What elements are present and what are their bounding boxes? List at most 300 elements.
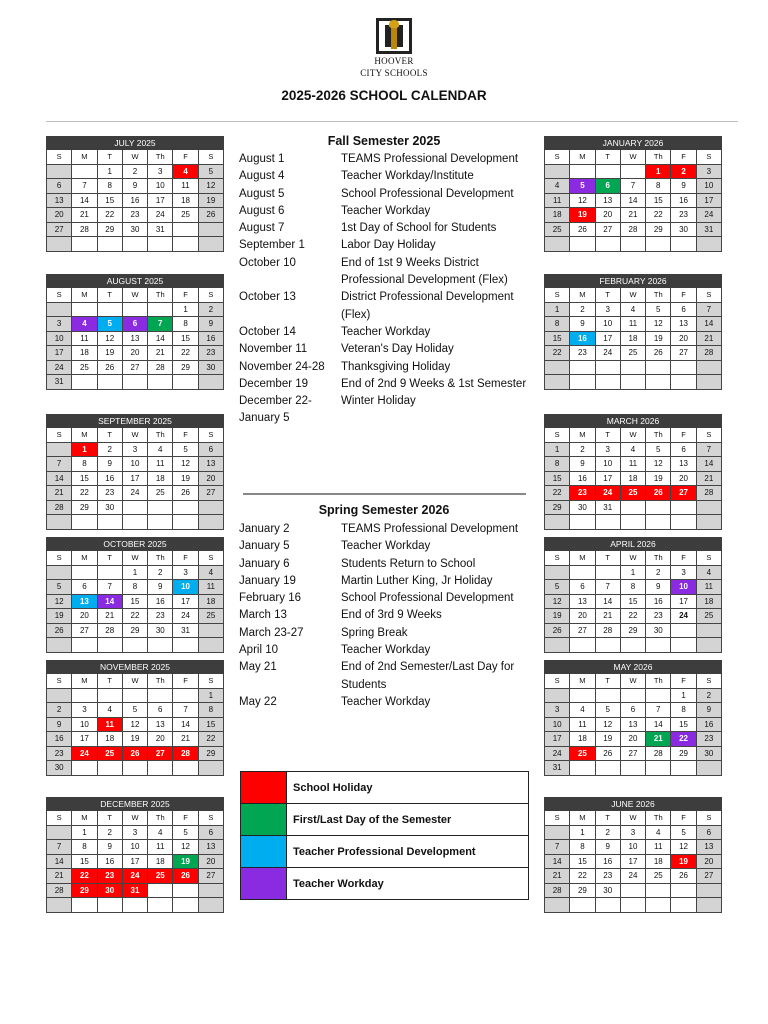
calendar-day: 10 [671, 580, 696, 595]
weekday-header: S [198, 674, 223, 689]
calendar-empty-cell [646, 515, 671, 530]
event-date: January 2 [239, 523, 290, 535]
weekday-header: W [122, 551, 147, 566]
weekday-header: S [198, 428, 223, 443]
calendar-day: 18 [545, 208, 570, 223]
calendar-day: 8 [545, 457, 570, 472]
calendar-empty-cell [646, 500, 671, 515]
calendar-empty-cell [198, 237, 223, 252]
event-date: October 13 [239, 291, 296, 304]
calendar-empty-cell [671, 500, 696, 515]
weekday-header: F [173, 674, 198, 689]
calendar-empty-cell [570, 761, 595, 776]
calendar-day: 12 [671, 840, 696, 855]
weekday-header: M [570, 288, 595, 303]
calendar-empty-cell [545, 688, 570, 703]
event-row [239, 289, 533, 324]
calendar-day: 17 [545, 732, 570, 747]
weekday-header: M [570, 551, 595, 566]
event-row [239, 203, 533, 220]
calendar-day: 22 [671, 732, 696, 747]
legend-item [241, 804, 529, 836]
calendar-day: 14 [97, 594, 122, 609]
calendar-day: 28 [595, 623, 620, 638]
weekday-header: S [545, 674, 570, 689]
calendar-day: 3 [122, 442, 147, 457]
calendar-empty-cell [671, 360, 696, 375]
calendar-day: 10 [173, 580, 198, 595]
calendar-day: 4 [696, 565, 721, 580]
calendar-day: 21 [696, 471, 721, 486]
weekday-header: S [47, 811, 72, 826]
calendar-day: 30 [97, 500, 122, 515]
event-row [239, 237, 533, 254]
calendar-empty-cell [545, 164, 570, 179]
calendar-empty-cell [72, 688, 97, 703]
calendar-day: 26 [595, 746, 620, 761]
calendar-empty-cell [198, 898, 223, 913]
calendar-day: 5 [97, 317, 122, 332]
event-description: School Professional Development [341, 187, 514, 200]
calendar-day: 15 [198, 717, 223, 732]
calendar-day: 5 [646, 442, 671, 457]
calendar-empty-cell [122, 302, 147, 317]
event-date: August 4 [239, 170, 285, 183]
calendar-day: 8 [545, 317, 570, 332]
legend-label: Teacher Workday [287, 868, 529, 900]
calendar-day: 15 [671, 717, 696, 732]
calendar-day: 20 [671, 471, 696, 486]
calendar-empty-cell [47, 442, 72, 457]
calendar-day: 22 [545, 486, 570, 501]
calendar-empty-cell [198, 883, 223, 898]
legend-label: First/Last Day of the Semester [287, 804, 529, 836]
event-description: Labor Day Holiday [341, 239, 436, 252]
event-row [239, 659, 533, 694]
calendar-day: 3 [545, 703, 570, 718]
calendar-day: 1 [97, 164, 122, 179]
calendar-day: 12 [595, 717, 620, 732]
weekday-header: S [47, 150, 72, 165]
calendar-empty-cell [97, 688, 122, 703]
spring-semester-title: Spring Semester 2026 [318, 503, 450, 517]
logo-line1: HOOVER [374, 56, 414, 66]
logo-line2: CITY SCHOOLS [360, 68, 428, 78]
calendar-day: 2 [570, 442, 595, 457]
calendar-empty-cell [696, 360, 721, 375]
calendar-empty-cell [47, 638, 72, 653]
calendar-day: 2 [671, 164, 696, 179]
calendar-empty-cell [696, 623, 721, 638]
calendar-day: 21 [148, 346, 173, 361]
calendar-empty-cell [671, 898, 696, 913]
calendar-day: 3 [595, 442, 620, 457]
weekday-header: M [72, 674, 97, 689]
calendar-day: 5 [122, 703, 147, 718]
calendar-day: 29 [97, 222, 122, 237]
calendar-day: 21 [696, 331, 721, 346]
calendar-day: 23 [122, 208, 147, 223]
calendar-day: 6 [671, 302, 696, 317]
calendar-day: 10 [47, 331, 72, 346]
event-row [239, 642, 533, 659]
weekday-header: F [671, 428, 696, 443]
calendar-day: 28 [47, 883, 72, 898]
calendar-day: 21 [47, 486, 72, 501]
calendar-day: 23 [198, 346, 223, 361]
calendar-day: 30 [646, 623, 671, 638]
event-row [239, 573, 533, 590]
calendar-day: 3 [72, 703, 97, 718]
calendar-day: 8 [173, 317, 198, 332]
calendar-empty-cell [148, 500, 173, 515]
weekday-header: S [47, 428, 72, 443]
calendar-day: 20 [570, 609, 595, 624]
calendar-empty-cell [696, 237, 721, 252]
event-description: Teacher Workday/Institute [341, 170, 474, 183]
calendar-day: 17 [47, 346, 72, 361]
calendar-day: 2 [595, 825, 620, 840]
calendar-day: 22 [72, 486, 97, 501]
calendar-empty-cell [47, 164, 72, 179]
calendar-empty-cell [148, 688, 173, 703]
calendar-empty-cell [148, 761, 173, 776]
weekday-header: W [122, 811, 147, 826]
calendar-empty-cell [595, 761, 620, 776]
month-name: JUNE 2026 [545, 798, 722, 811]
calendar-empty-cell [646, 688, 671, 703]
calendar-day: 4 [148, 442, 173, 457]
calendar-day: 5 [47, 580, 72, 595]
calendar-day: 10 [545, 717, 570, 732]
calendar-day: 4 [620, 442, 645, 457]
calendar-day: 1 [671, 688, 696, 703]
calendar-empty-cell [646, 638, 671, 653]
calendar-day: 19 [198, 193, 223, 208]
calendar-day: 21 [173, 732, 198, 747]
weekday-header: F [173, 551, 198, 566]
calendar-day: 11 [173, 179, 198, 194]
event-date: September 1 [239, 239, 305, 252]
weekday-header: S [545, 551, 570, 566]
calendar-empty-cell [570, 360, 595, 375]
calendar-day: 12 [646, 317, 671, 332]
calendar-day: 17 [173, 594, 198, 609]
weekday-header: S [696, 811, 721, 826]
calendar-day: 6 [198, 442, 223, 457]
month-calendar [544, 414, 722, 530]
calendar-empty-cell [595, 237, 620, 252]
calendar-empty-cell [148, 302, 173, 317]
month-calendar [544, 797, 722, 913]
event-row [239, 220, 533, 237]
calendar-empty-cell [646, 375, 671, 390]
calendar-day: 15 [122, 594, 147, 609]
calendar-day: 8 [72, 457, 97, 472]
legend-swatch [241, 868, 287, 900]
calendar-day: 6 [696, 825, 721, 840]
calendar-day: 21 [646, 732, 671, 747]
calendar-empty-cell [173, 237, 198, 252]
calendar-day: 1 [72, 442, 97, 457]
calendar-day: 14 [47, 471, 72, 486]
calendar-day: 16 [595, 854, 620, 869]
calendar-empty-cell [696, 883, 721, 898]
calendar-day: 9 [148, 580, 173, 595]
calendar-empty-cell [671, 237, 696, 252]
calendar-day: 17 [72, 732, 97, 747]
calendar-day: 11 [696, 580, 721, 595]
calendar-day: 16 [97, 854, 122, 869]
calendar-empty-cell [97, 237, 122, 252]
calendar-day: 13 [696, 840, 721, 855]
calendar-empty-cell [570, 164, 595, 179]
calendar-day: 14 [646, 717, 671, 732]
calendar-day: 26 [173, 869, 198, 884]
calendar-day: 20 [72, 609, 97, 624]
calendar-day: 30 [595, 883, 620, 898]
event-description: TEAMS Professional Development [341, 153, 519, 165]
calendar-day: 15 [620, 594, 645, 609]
calendar-day: 15 [646, 193, 671, 208]
event-description: Spring Break [341, 626, 408, 639]
calendar-day: 7 [620, 179, 645, 194]
calendar-day: 26 [570, 222, 595, 237]
calendar-day: 3 [173, 565, 198, 580]
calendar-empty-cell [72, 761, 97, 776]
calendar-day: 4 [570, 703, 595, 718]
weekday-header: T [97, 551, 122, 566]
calendar-day: 28 [696, 346, 721, 361]
calendar-day: 26 [97, 360, 122, 375]
calendar-day: 28 [148, 360, 173, 375]
calendar-empty-cell [198, 222, 223, 237]
calendar-day: 17 [122, 854, 147, 869]
event-date: November 11 [239, 343, 308, 356]
calendar-day: 1 [198, 688, 223, 703]
calendar-empty-cell [173, 761, 198, 776]
calendar-day: 12 [173, 840, 198, 855]
calendar-empty-cell [173, 638, 198, 653]
event-description: Teacher Workday [341, 695, 431, 708]
calendar-day: 22 [122, 609, 147, 624]
calendar-day: 18 [72, 346, 97, 361]
calendar-day: 18 [696, 594, 721, 609]
month-name: AUGUST 2025 [47, 275, 224, 288]
calendar-empty-cell [696, 638, 721, 653]
weekday-header: S [47, 288, 72, 303]
calendar-day: 6 [122, 317, 147, 332]
calendar-day: 11 [620, 457, 645, 472]
calendar-empty-cell [545, 565, 570, 580]
calendar-day: 7 [696, 442, 721, 457]
calendar-day: 18 [198, 594, 223, 609]
calendar-day: 6 [570, 580, 595, 595]
calendar-empty-cell [646, 237, 671, 252]
calendar-day: 6 [595, 179, 620, 194]
weekday-header: W [122, 288, 147, 303]
calendar-day: 27 [696, 869, 721, 884]
calendar-day: 2 [570, 302, 595, 317]
month-name: FEBRUARY 2026 [545, 275, 722, 288]
event-description: Teacher Workday [341, 204, 431, 217]
calendar-day: 29 [122, 623, 147, 638]
calendar-day: 1 [122, 565, 147, 580]
calendar-day: 13 [47, 193, 72, 208]
calendar-day: 22 [72, 869, 97, 884]
weekday-header: T [595, 288, 620, 303]
event-date: January 6 [239, 557, 290, 570]
calendar-day: 19 [646, 331, 671, 346]
event-row [239, 590, 533, 607]
month-calendar [46, 136, 224, 252]
calendar-day: 1 [72, 825, 97, 840]
calendar-day: 27 [620, 746, 645, 761]
calendar-day: 17 [595, 331, 620, 346]
calendar-day: 5 [646, 302, 671, 317]
calendar-day: 25 [97, 746, 122, 761]
event-description: Teacher Workday [341, 644, 431, 657]
calendar-empty-cell [671, 883, 696, 898]
calendar-day: 23 [646, 609, 671, 624]
weekday-header: M [72, 288, 97, 303]
calendar-day: 9 [570, 317, 595, 332]
calendar-day: 27 [570, 623, 595, 638]
calendar-day: 21 [545, 869, 570, 884]
weekday-header: Th [148, 551, 173, 566]
weekday-header: W [122, 674, 147, 689]
calendar-day: 30 [122, 222, 147, 237]
weekday-header: Th [646, 674, 671, 689]
month-name: OCTOBER 2025 [47, 538, 224, 551]
calendar-day: 27 [198, 486, 223, 501]
calendar-empty-cell [148, 375, 173, 390]
weekday-header: S [696, 674, 721, 689]
calendar-empty-cell [671, 515, 696, 530]
calendar-day: 12 [173, 457, 198, 472]
month-name: JULY 2025 [47, 137, 224, 150]
month-name: MAY 2026 [545, 661, 722, 674]
event-description: Winter Holiday [341, 395, 416, 408]
event-row [239, 538, 533, 555]
calendar-day: 7 [47, 457, 72, 472]
calendar-day: 13 [72, 594, 97, 609]
calendar-day: 17 [148, 193, 173, 208]
calendar-day: 7 [148, 317, 173, 332]
calendar-day: 28 [97, 623, 122, 638]
calendar-day: 20 [198, 854, 223, 869]
weekday-header: W [620, 288, 645, 303]
event-row [239, 255, 533, 290]
calendar-day: 4 [545, 179, 570, 194]
event-description: Teacher Workday [341, 540, 431, 553]
event-date: October 10 [239, 256, 296, 269]
calendar-day: 7 [47, 840, 72, 855]
calendar-day: 18 [646, 854, 671, 869]
calendar-day: 22 [570, 869, 595, 884]
calendar-day: 9 [97, 840, 122, 855]
calendar-day: 24 [696, 208, 721, 223]
legend-item [241, 772, 529, 804]
calendar-day: 15 [570, 854, 595, 869]
calendar-empty-cell [620, 898, 645, 913]
weekday-header: T [595, 674, 620, 689]
calendar-day: 9 [122, 179, 147, 194]
calendar-day: 25 [173, 208, 198, 223]
calendar-empty-cell [122, 898, 147, 913]
event-date: November 24-28 [239, 360, 325, 373]
calendar-day: 28 [545, 883, 570, 898]
event-row [239, 521, 533, 538]
calendar-empty-cell [570, 565, 595, 580]
calendar-day: 22 [545, 346, 570, 361]
calendar-day: 20 [198, 471, 223, 486]
calendar-day: 2 [47, 703, 72, 718]
calendar-day: 23 [97, 486, 122, 501]
calendar-empty-cell [198, 500, 223, 515]
calendar-day: 14 [696, 457, 721, 472]
weekday-header: T [595, 551, 620, 566]
calendar-day: 11 [148, 457, 173, 472]
calendar-day: 6 [671, 442, 696, 457]
calendar-day: 15 [545, 471, 570, 486]
calendar-day: 21 [72, 208, 97, 223]
calendar-day: 19 [97, 346, 122, 361]
calendar-day: 15 [97, 193, 122, 208]
weekday-header: Th [646, 551, 671, 566]
calendar-empty-cell [173, 500, 198, 515]
calendar-day: 16 [570, 331, 595, 346]
calendar-day: 20 [620, 732, 645, 747]
calendar-day: 19 [595, 732, 620, 747]
calendar-day: 22 [198, 732, 223, 747]
calendar-day: 11 [148, 840, 173, 855]
calendar-day: 3 [696, 164, 721, 179]
weekday-header: Th [646, 288, 671, 303]
month-calendar [46, 274, 224, 390]
calendar-day: 27 [595, 222, 620, 237]
calendar-day: 31 [122, 883, 147, 898]
calendar-day: 12 [122, 717, 147, 732]
calendar-day: 28 [646, 746, 671, 761]
month-name: NOVEMBER 2025 [47, 661, 224, 674]
calendar-empty-cell [148, 638, 173, 653]
weekday-header: F [173, 288, 198, 303]
calendar-empty-cell [97, 375, 122, 390]
weekday-header: S [696, 551, 721, 566]
calendar-day: 23 [97, 869, 122, 884]
calendar-day: 18 [97, 732, 122, 747]
calendar-empty-cell [595, 360, 620, 375]
calendar-day: 30 [198, 360, 223, 375]
calendar-day: 12 [570, 193, 595, 208]
calendar-day: 9 [696, 703, 721, 718]
month-calendar [46, 797, 224, 913]
calendar-empty-cell [595, 688, 620, 703]
event-date: March 23-27 [239, 626, 304, 639]
calendar-empty-cell [148, 515, 173, 530]
calendar-day: 23 [47, 746, 72, 761]
weekday-header: S [696, 428, 721, 443]
calendar-empty-cell [72, 302, 97, 317]
calendar-day: 10 [122, 840, 147, 855]
spring-events-list [239, 521, 533, 711]
calendar-day: 24 [671, 609, 696, 624]
calendar-empty-cell [148, 898, 173, 913]
calendar-day: 30 [671, 222, 696, 237]
calendar-empty-cell [198, 638, 223, 653]
calendar-day: 10 [595, 457, 620, 472]
